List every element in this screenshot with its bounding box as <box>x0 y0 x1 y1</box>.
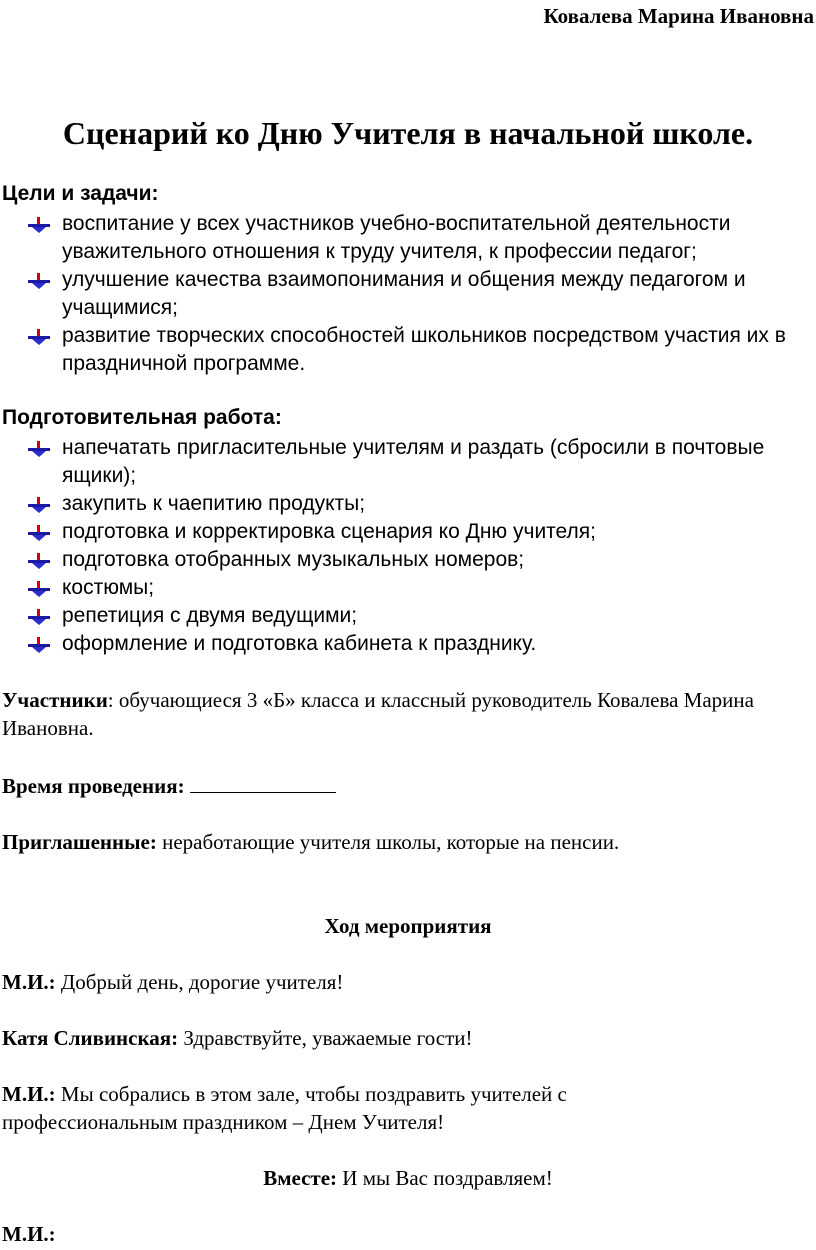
speaker-name: М.И.: <box>2 1222 56 1246</box>
time-label: Время проведения: <box>2 774 185 798</box>
document-title: Сценарий ко Дню Учителя в начальной школе. <box>62 115 754 151</box>
list-item: подготовка и корректировка сценария ко Дню учителя; <box>28 518 808 546</box>
dialog-line <box>2 1024 802 1052</box>
dialog-line <box>2 968 802 996</box>
dialog-line <box>2 1080 702 1136</box>
list-item: подготовка отобранных музыкальных номеров; <box>28 546 808 574</box>
speaker-name: М.И.: <box>2 970 56 994</box>
speaker-text: И мы Вас поздравляем! <box>337 1166 553 1190</box>
down-arrow-bullet-icon <box>28 553 50 569</box>
invited-paragraph <box>2 828 802 856</box>
invited-text: неработающие учителя школы, которые на пенсии. <box>156 830 620 854</box>
list-item: воспитание у всех участников учебно-воспитательной деятельности уважительного отношения к труду учителя, к профессии педагог; <box>28 210 808 266</box>
participants-label: Участники <box>2 688 108 712</box>
prep-list <box>28 434 808 658</box>
speaker-name: Вместе: <box>263 1166 338 1190</box>
speaker-name: Катя Сливинская: <box>2 1026 179 1050</box>
speaker-text: Добрый день, дорогие учителя! <box>55 970 344 994</box>
down-arrow-bullet-icon <box>28 637 50 653</box>
time-blank-line <box>190 774 336 793</box>
down-arrow-bullet-icon <box>28 609 50 625</box>
list-item: напечатать пригласительные учителям и раздать (сбросили в почтовые ящики); <box>28 434 808 490</box>
list-item: репетиция с двумя ведущими; <box>28 602 808 630</box>
time-paragraph <box>2 772 802 800</box>
down-arrow-bullet-icon <box>28 217 50 233</box>
speaker-name: М.И.: <box>2 1082 56 1106</box>
event-heading: Ход мероприятия <box>324 914 492 938</box>
list-item: развитие творческих способностей школьников посредством участия их в праздничной программе. <box>28 322 808 378</box>
goals-list <box>28 210 808 378</box>
down-arrow-bullet-icon <box>28 441 50 457</box>
down-arrow-bullet-icon <box>28 525 50 541</box>
list-item: костюмы; <box>28 574 808 602</box>
list-item: оформление и подготовка кабинета к празднику. <box>28 630 808 658</box>
dialog-line <box>2 1220 802 1248</box>
speaker-text: Здравствуйте, уважаемые гости! <box>178 1026 473 1050</box>
down-arrow-bullet-icon <box>28 581 50 597</box>
invited-label: Приглашенные: <box>2 830 157 854</box>
prep-heading: Подготовительная работа: <box>2 406 282 429</box>
participants-paragraph <box>2 686 802 742</box>
goals-heading: Цели и задачи: <box>2 182 159 205</box>
speaker-text: Мы собрались в этом зале, чтобы поздравить учителей с профессиональным праздником – Днем Учителя! <box>2 1082 567 1134</box>
list-item: улучшение качества взаимопонимания и общения между педагогом и учащимися; <box>28 266 808 322</box>
list-item: закупить к чаепитию продукты; <box>28 490 808 518</box>
participants-text: : обучающиеся 3 «Б» класса и классный руководитель Ковалева Марина Ивановна. <box>2 688 754 740</box>
down-arrow-bullet-icon <box>28 273 50 289</box>
dialog-line <box>0 1164 816 1192</box>
down-arrow-bullet-icon <box>28 497 50 513</box>
down-arrow-bullet-icon <box>28 329 50 345</box>
author-name: Ковалева Марина Ивановна <box>543 4 814 28</box>
